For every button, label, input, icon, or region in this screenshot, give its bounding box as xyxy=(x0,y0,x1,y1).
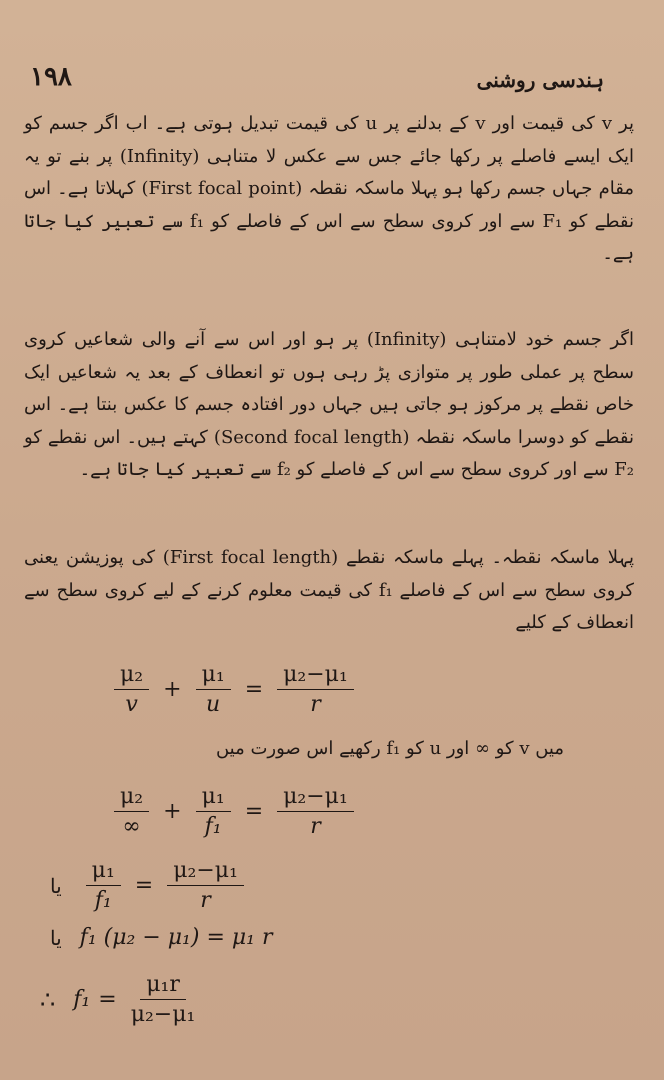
fraction xyxy=(167,858,244,913)
fraction xyxy=(114,784,149,839)
numerator: μ₂−μ₁ xyxy=(277,784,354,812)
denominator: μ₂−μ₁ xyxy=(130,1002,196,1027)
fraction xyxy=(114,662,149,717)
plus-sign: + xyxy=(163,799,182,824)
paragraph-3: پہلا ماسکہ نقطہ۔ پہلے ماسکہ نقطے (First focal length) کی پوزیشن یعنی کروی سطح سے اس کے فاصلے f₁ کی قیمت معلوم کرنے کے لیے کروی سطح سے انعطاف کے کلیے xyxy=(24,547,635,633)
fraction xyxy=(86,858,121,913)
numerator: μ₁ xyxy=(196,662,231,690)
equals-sign: = xyxy=(134,873,154,898)
equals-sign: = xyxy=(244,799,264,824)
page-number: ۱۹۸ xyxy=(30,62,72,92)
fraction xyxy=(131,972,196,1027)
denominator: ∞ xyxy=(122,814,141,839)
equals-sign: = xyxy=(244,677,264,702)
fraction xyxy=(196,662,231,717)
numerator: μ₂ xyxy=(114,662,149,690)
equation-substituted xyxy=(108,784,360,839)
paragraph-2: اگر جسم خود لامتناہی (Infinity) پر ہو اور اس سے آنے والی شعاعیں کروی سطح پر عملی طور پر متوازی پڑ رہی ہوں تو انعطاف کے بعد یہ شعاعیں ایک خاص نقطے پر مرکوز ہو جاتی ہیں جہاں دور افتادہ جسم کا عکس بنتا ہے۔ اس نقطے کو دوسرا ماسکہ نقطہ (Second focal length) کہتے ہیں۔ اس نقطے کو F₂ سے اور کروی سطح سے اس کے فاصلے کو f₂ سے تعبیر کیا جاتا ہے۔ xyxy=(24,329,635,480)
or-label: یا xyxy=(50,925,62,950)
numerator: μ₁ xyxy=(196,784,231,812)
denominator: u xyxy=(206,692,221,717)
equation-refraction xyxy=(108,662,360,717)
denominator: r xyxy=(200,888,211,913)
denominator: v xyxy=(125,692,138,717)
fraction xyxy=(277,662,354,717)
plus-sign: + xyxy=(163,677,182,702)
fraction xyxy=(196,784,231,839)
denominator: r xyxy=(310,692,321,717)
fraction xyxy=(277,784,354,839)
equation-simplified xyxy=(50,858,250,913)
therefore-symbol: ∴ xyxy=(40,985,56,1014)
denominator: f₁ xyxy=(204,814,222,839)
equation-rearranged xyxy=(50,925,273,950)
equals-sign: = xyxy=(98,987,117,1012)
numerator: μ₁r xyxy=(140,972,186,1000)
numerator: μ₂ xyxy=(114,784,149,812)
numerator: μ₂−μ₁ xyxy=(277,662,354,690)
numerator: μ₂−μ₁ xyxy=(167,858,244,886)
denominator: r xyxy=(310,814,321,839)
substitution-text: میں v کو ∞ اور u کو f₁ رکھیے اس صورت میں xyxy=(215,738,564,759)
chapter-title: ہندسی روشنی xyxy=(476,68,604,92)
result-lhs: f₁ xyxy=(73,987,91,1012)
equation-text: f₁ (μ₂ − μ₁) = μ₁ r xyxy=(79,925,273,950)
equation-result xyxy=(40,972,201,1027)
or-label: یا xyxy=(50,873,62,898)
denominator: f₁ xyxy=(94,888,112,913)
numerator: μ₁ xyxy=(86,858,121,886)
paragraph-1: پر v کی قیمت اور v کے بدلنے پر u کی قیمت تبدیل ہوتی ہے۔ اب اگر جسم کو ایک ایسے فاصلے پر رکھا جائے جس سے عکس لا متناہی (Infinity) پر بنے تو یہ مقام جہاں جسم رکھا ہو پہلا ماسکہ نقطہ (First focal point) کہلاتا ہے۔ اس نقطے کو F₁ سے اور کروی سطح سے اس کے فاصلے کو f₁ سے تعبیر کیا جاتا ہے۔ xyxy=(24,113,634,264)
